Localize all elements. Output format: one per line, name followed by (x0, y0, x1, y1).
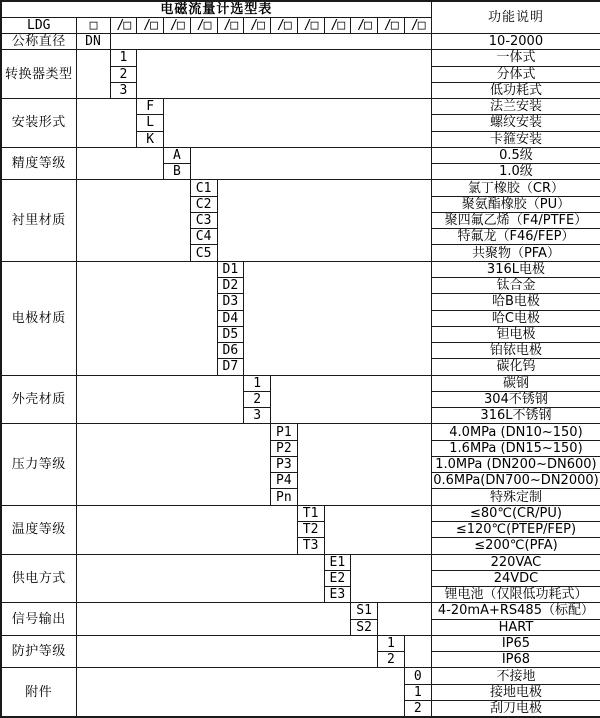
code-cell-lining-material: C5 (190, 245, 217, 261)
code-slot-box: /□ (217, 17, 244, 33)
function-cell-installation-type: 卡箍安装 (431, 131, 600, 147)
code-cell-installation-type: F (137, 99, 164, 115)
function-header: 功能说明 (431, 1, 600, 34)
code-cell-pressure-rating: P3 (271, 456, 298, 472)
spacer-cell (76, 635, 378, 668)
function-cell-power-supply: 锂电池（仅限低功耗式） (431, 587, 600, 603)
code-cell-pressure-rating: P1 (271, 424, 298, 440)
table-row (1, 147, 600, 163)
table-row (1, 99, 600, 115)
spacer-cell (110, 34, 431, 50)
spacer-cell (76, 375, 244, 424)
function-cell-pressure-rating: 0.6MPa(DN700~DN2000) (431, 473, 600, 489)
spacer-cell (76, 668, 404, 717)
code-cell-lining-material: C2 (190, 196, 217, 212)
code-cell-pressure-rating: P2 (271, 440, 298, 456)
code-slot-box: /□ (164, 17, 191, 33)
function-cell-accessories: 刮刀电极 (431, 700, 600, 716)
code-slot-box: /□ (137, 17, 164, 33)
spacer-cell (164, 99, 432, 148)
spacer-cell (244, 261, 431, 375)
function-cell-electrode-material: 碳化钨 (431, 359, 600, 375)
spacer-cell (76, 50, 110, 99)
function-cell-accuracy-class: 0.5级 (431, 147, 600, 163)
param-label-installation-type: 安装形式 (1, 99, 76, 148)
function-cell-signal-output: HART (431, 619, 600, 635)
code-slot-box: /□ (297, 17, 324, 33)
code-cell-temperature-rating: T3 (297, 538, 324, 554)
function-cell-electrode-material: 哈C电极 (431, 310, 600, 326)
spacer-cell (404, 635, 431, 668)
code-cell-converter-type: 3 (110, 82, 137, 98)
function-cell-accessories: 接地电极 (431, 684, 600, 700)
code-cell-housing-material: 2 (244, 391, 271, 407)
function-cell-installation-type: 螺纹安装 (431, 115, 600, 131)
code-cell-housing-material: 1 (244, 375, 271, 391)
function-cell-temperature-rating: ≤120℃(PTEP/FEP) (431, 522, 600, 538)
function-cell-electrode-material: 铂铱电极 (431, 343, 600, 359)
code-cell-accessories: 1 (404, 684, 431, 700)
code-cell-electrode-material: D3 (217, 294, 244, 310)
spacer-cell (297, 424, 431, 505)
code-slot-box: /□ (244, 17, 271, 33)
code-cell-signal-output: S1 (351, 603, 378, 619)
code-cell-protection-class: 1 (378, 635, 405, 651)
code-slot-box: /□ (271, 17, 298, 33)
function-cell-converter-type: 低功耗式 (431, 82, 600, 98)
spacer-cell (76, 180, 190, 261)
code-cell-temperature-rating: T2 (297, 522, 324, 538)
function-cell-converter-type: 一体式 (431, 50, 600, 66)
function-cell-pressure-rating: 1.0MPa (DN200~DN600) (431, 456, 600, 472)
code-cell-converter-type: 2 (110, 66, 137, 82)
function-cell-converter-type: 分体式 (431, 66, 600, 82)
function-cell-nominal-diameter: 10-2000 (431, 34, 600, 50)
function-cell-accessories: 不接地 (431, 668, 600, 684)
function-cell-lining-material: 特氟龙（F46/FEP） (431, 229, 600, 245)
spacer-cell (76, 424, 271, 505)
function-cell-electrode-material: 哈B电极 (431, 294, 600, 310)
table-row (1, 603, 600, 619)
function-cell-accuracy-class: 1.0级 (431, 164, 600, 180)
code-cell-housing-material: 3 (244, 408, 271, 424)
code-cell-accessories: 2 (404, 700, 431, 716)
code-cell-temperature-rating: T1 (297, 505, 324, 521)
function-cell-lining-material: 聚氨酯橡胶（PU） (431, 196, 600, 212)
table-row (1, 668, 600, 684)
function-cell-electrode-material: 钛合金 (431, 278, 600, 294)
code-slot-box: /□ (351, 17, 378, 33)
spacer-cell (351, 554, 431, 603)
spacer-cell (76, 505, 297, 554)
code-slot-box: /□ (110, 17, 137, 33)
code-cell-accuracy-class: B (164, 164, 191, 180)
code-cell-lining-material: C4 (190, 229, 217, 245)
dn-code-box: □ (76, 17, 110, 33)
param-label-electrode-material: 电极材质 (1, 261, 76, 375)
table-row (1, 505, 600, 521)
code-cell-pressure-rating: Pn (271, 489, 298, 505)
code-cell-nominal-diameter: DN (76, 34, 110, 50)
code-cell-electrode-material: D4 (217, 310, 244, 326)
function-cell-power-supply: 220VAC (431, 554, 600, 570)
function-cell-housing-material: 碳钢 (431, 375, 600, 391)
code-cell-power-supply: E3 (324, 587, 351, 603)
code-cell-electrode-material: D2 (217, 278, 244, 294)
code-cell-electrode-material: D1 (217, 261, 244, 277)
param-label-accuracy-class: 精度等级 (1, 147, 76, 180)
code-cell-power-supply: E1 (324, 554, 351, 570)
code-cell-installation-type: K (137, 131, 164, 147)
param-label-converter-type: 转换器类型 (1, 50, 76, 99)
spacer-cell (76, 554, 324, 603)
function-cell-temperature-rating: ≤200℃(PFA) (431, 538, 600, 554)
function-cell-power-supply: 24VDC (431, 570, 600, 586)
param-label-nominal-diameter: 公称直径 (1, 34, 76, 50)
code-slot-box: /□ (404, 17, 431, 33)
table-row (1, 375, 600, 391)
code-cell-converter-type: 1 (110, 50, 137, 66)
param-label-lining-material: 衬里材质 (1, 180, 76, 261)
code-slot-box: /□ (190, 17, 217, 33)
param-label-signal-output: 信号输出 (1, 603, 76, 636)
spacer-cell (378, 603, 432, 636)
code-cell-lining-material: C1 (190, 180, 217, 196)
table-row (1, 34, 600, 50)
code-cell-electrode-material: D6 (217, 343, 244, 359)
param-label-pressure-rating: 压力等级 (1, 424, 76, 505)
param-label-temperature-rating: 温度等级 (1, 505, 76, 554)
function-cell-housing-material: 316L不锈钢 (431, 408, 600, 424)
page-title: 电磁流量计选型表 (1, 1, 431, 17)
function-cell-protection-class: IP65 (431, 635, 600, 651)
spacer-cell (271, 375, 432, 424)
table-row (1, 261, 600, 277)
code-cell-protection-class: 2 (378, 652, 405, 668)
function-cell-signal-output: 4-20mA+RS485（标配） (431, 603, 600, 619)
code-cell-signal-output: S2 (351, 619, 378, 635)
table-row (1, 635, 600, 651)
spacer-cell (217, 180, 431, 261)
code-cell-power-supply: E2 (324, 570, 351, 586)
code-slot-box: /□ (324, 17, 351, 33)
code-cell-electrode-material: D5 (217, 326, 244, 342)
code-cell-pressure-rating: P4 (271, 473, 298, 489)
spacer-cell (190, 147, 431, 180)
spacer-cell (76, 603, 351, 636)
function-cell-housing-material: 304不锈钢 (431, 391, 600, 407)
table-row (1, 554, 600, 570)
table-row (1, 424, 600, 440)
function-cell-pressure-rating: 特殊定制 (431, 489, 600, 505)
model-prefix: LDG (1, 17, 76, 33)
param-label-housing-material: 外壳材质 (1, 375, 76, 424)
function-cell-installation-type: 法兰安装 (431, 99, 600, 115)
function-cell-pressure-rating: 4.0MPa (DN10~150) (431, 424, 600, 440)
code-cell-lining-material: C3 (190, 212, 217, 228)
function-cell-lining-material: 聚四氟乙烯（F4/PTFE） (431, 212, 600, 228)
spacer-cell (76, 147, 164, 180)
title-row (1, 1, 600, 17)
param-label-accessories: 附件 (1, 668, 76, 717)
code-cell-installation-type: L (137, 115, 164, 131)
table-row (1, 180, 600, 196)
spacer-cell (324, 505, 431, 554)
spacer-cell (76, 261, 217, 375)
function-cell-lining-material: 共聚物（PFA） (431, 245, 600, 261)
function-cell-electrode-material: 钽电极 (431, 326, 600, 342)
function-cell-pressure-rating: 1.6MPa (DN15~150) (431, 440, 600, 456)
param-label-protection-class: 防护等级 (1, 635, 76, 668)
function-cell-lining-material: 氯丁橡胶（CR） (431, 180, 600, 196)
function-cell-electrode-material: 316L电极 (431, 261, 600, 277)
function-cell-protection-class: IP68 (431, 652, 600, 668)
function-cell-temperature-rating: ≤80℃(CR/PU) (431, 505, 600, 521)
param-label-power-supply: 供电方式 (1, 554, 76, 603)
spacer-cell (76, 99, 137, 148)
code-slot-box: /□ (378, 17, 405, 33)
table-row (1, 50, 600, 66)
code-cell-electrode-material: D7 (217, 359, 244, 375)
code-cell-accessories: 0 (404, 668, 431, 684)
spacer-cell (137, 50, 431, 99)
code-cell-accuracy-class: A (164, 147, 191, 163)
